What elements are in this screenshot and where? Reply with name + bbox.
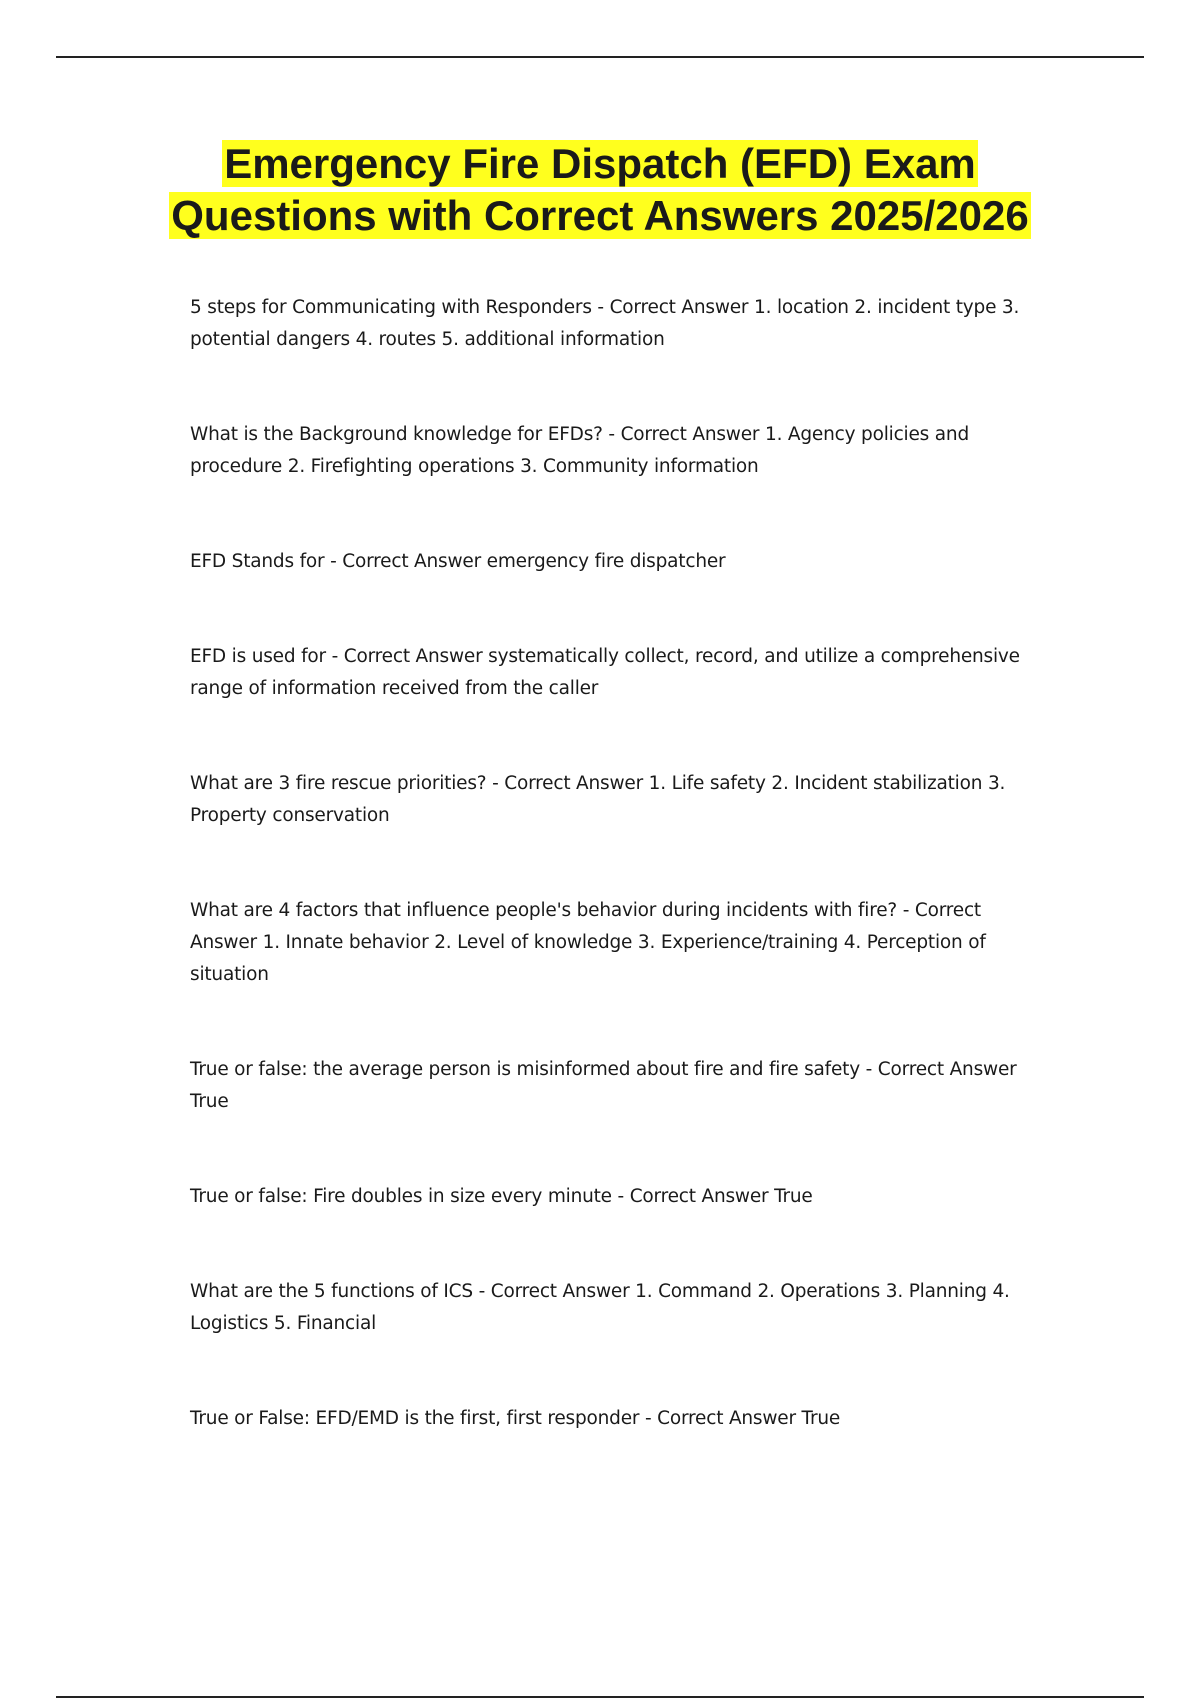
qa-item: What are the 5 functions of ICS - Correct Answer 1. Command 2. Operations 3. Planning 4. Logistics 5. Financial — [190, 1281, 1010, 1334]
document-title — [150, 138, 1050, 242]
qa-item: EFD is used for - Correct Answer systematically collect, record, and utilize a comprehensive range of information received from the caller — [190, 646, 1020, 699]
qa-item: True or false: Fire doubles in size every minute - Correct Answer True — [190, 1186, 813, 1207]
qa-item: True or false: the average person is misinformed about fire and fire safety - Correct Answer True — [190, 1059, 1017, 1112]
qa-item: 5 steps for Communicating with Responders - Correct Answer 1. location 2. incident type 3. potential dangers 4. routes 5. additional information — [190, 297, 1020, 350]
qa-list — [190, 292, 1040, 1498]
qa-item: What are 4 factors that influence people's behavior during incidents with fire? - Correct Answer 1. Innate behavior 2. Level of knowledge 3. Experience/training 4. Perception of situation — [190, 900, 986, 985]
qa-item: EFD Stands for - Correct Answer emergency fire dispatcher — [190, 551, 726, 572]
qa-item: What are 3 fire rescue priorities? - Correct Answer 1. Life safety 2. Incident stabilization 3. Property conservation — [190, 773, 1006, 826]
bottom-rule — [56, 1696, 1144, 1698]
title-highlight: Emergency Fire Dispatch (EFD) Exam Questions with Correct Answers 2025/2026 — [171, 140, 1029, 239]
qa-item: True or False: EFD/EMD is the first, first responder - Correct Answer True — [190, 1408, 841, 1429]
top-rule — [56, 56, 1144, 58]
qa-item: What is the Background knowledge for EFDs? - Correct Answer 1. Agency policies and procedure 2. Firefighting operations 3. Community information — [190, 424, 970, 477]
